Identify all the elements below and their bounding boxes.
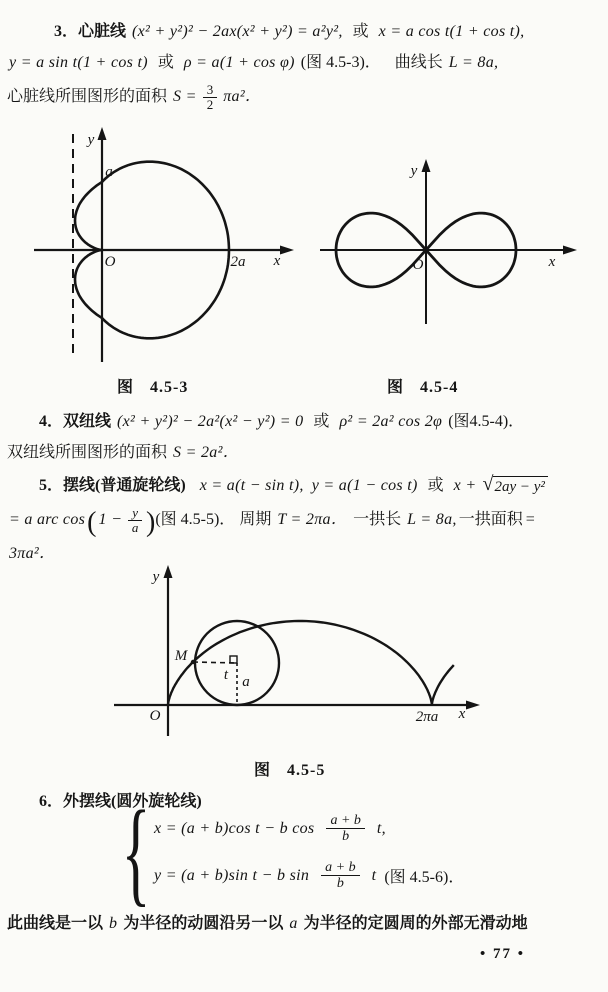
origin-label: O <box>104 254 116 270</box>
text-line <box>7 406 604 437</box>
section-title: 心脏线 <box>78 23 127 40</box>
fraction-a-plus-b-over-b: $\frac{a + b}{b}$ <box>326 813 364 845</box>
formula-arch-area: 3πa²． <box>9 545 56 562</box>
area-label: 心脏线所围图形的面积 <box>7 88 168 105</box>
x-axis-arrow-icon <box>280 246 294 255</box>
or-word: 或 <box>157 54 174 71</box>
var-b: b <box>109 915 118 932</box>
fraction-three-halves: $\frac{3}{2}$ <box>203 83 218 113</box>
section-number: 4． <box>39 413 64 430</box>
x-axis-label: x <box>273 253 281 269</box>
y-axis-label: y <box>152 569 160 585</box>
formula-inner: 1 − <box>98 511 123 528</box>
section-number: 5． <box>39 477 64 494</box>
text-line <box>7 16 604 47</box>
figure-caption: 图 4.5-4 <box>387 379 459 396</box>
text-line <box>7 501 604 538</box>
section-6-closing <box>7 908 604 939</box>
formula-period: T = 2πa． <box>277 511 348 528</box>
formula-arccos-pre: = a arc cos <box>9 511 86 528</box>
arch-length-label: 一拱长 <box>353 511 402 528</box>
arch-area-label: 一拱面积 <box>458 511 523 528</box>
point-m-dot <box>191 660 195 664</box>
formula-arch-length: L = 8a, <box>407 511 457 528</box>
text-line <box>7 470 604 501</box>
section-3-paragraph <box>7 16 604 115</box>
page-number: • 77 • <box>480 946 526 962</box>
right-angle-mark <box>230 656 237 663</box>
formula-lemniscate-polar: ρ² = 2a² cos 2φ <box>339 413 443 430</box>
radius-a-label: a <box>242 674 250 690</box>
formula-area: S = 2a²． <box>173 444 240 461</box>
figure-reference: (图 4.5-6)． <box>384 869 465 886</box>
equation-y: y = (a + b)sin t − b sin $\frac{a + b}{b}$ t (图 4.5-6)． <box>154 859 465 891</box>
figure-reference: (图 4.5-5)． <box>155 511 236 528</box>
section-number: 6． <box>39 793 64 810</box>
period-label: 周期 <box>239 511 272 528</box>
two-a-label: 2a <box>230 254 246 270</box>
formula-cycloid-param-x: x = a(t − sin t), <box>199 477 304 494</box>
text-line <box>7 47 604 78</box>
x-axis-label: x <box>548 254 556 270</box>
section-title: 双纽线 <box>63 413 112 430</box>
y-axis-label: y <box>87 132 95 148</box>
area-label: 双纽线所围图形的面积 <box>7 444 168 461</box>
system-lines <box>152 810 464 894</box>
angle-t-label: t <box>223 667 229 683</box>
section-5-paragraph <box>7 470 604 569</box>
figure-reference: (图 4.5-3)． <box>300 54 381 71</box>
section-number: 3． <box>54 23 79 40</box>
a-point-label: a <box>105 164 113 180</box>
formula-cardioid-param-y: y = a sin t(1 + cos t) <box>9 54 148 71</box>
length-label: 曲线长 <box>394 54 443 71</box>
origin-label: O <box>149 708 161 724</box>
formula-cardioid-polar: ρ = a(1 + cos φ) <box>183 54 295 71</box>
or-word: 或 <box>427 477 444 494</box>
or-word: 或 <box>352 23 369 40</box>
y-axis-arrow-icon <box>164 565 173 578</box>
y-axis-label: y <box>410 163 418 179</box>
formula-area-rhs: πa²． <box>223 88 262 105</box>
text-line <box>7 78 604 115</box>
formula-area-lhs: S = <box>173 88 197 105</box>
system-brace: { <box>121 785 151 917</box>
x-axis-arrow-icon <box>563 246 577 255</box>
origin-label: O <box>412 257 424 273</box>
formula-cardioid-param-x: x = a cos t(1 + cos t), <box>378 23 525 40</box>
fraction-a-plus-b-over-b: $\frac{a + b}{b}$ <box>321 860 359 892</box>
or-word: 或 <box>313 413 330 430</box>
open-paren: ( <box>87 507 97 538</box>
fraction-y-over-a: $\frac{y}{a}$ <box>128 506 142 536</box>
cycloid-curve <box>168 621 454 705</box>
section-4-paragraph <box>7 406 604 468</box>
formula-cardioid-implicit: (x² + y²)² − 2ax(x² + y²) = a²y², <box>132 23 343 40</box>
figure-caption: 图 4.5-3 <box>117 379 189 396</box>
close-paren: ) <box>145 507 156 538</box>
formula-curve-length: L = 8a, <box>448 54 499 71</box>
equals-sign: = <box>524 511 536 528</box>
formula-lemniscate-implicit: (x² + y²)² − 2a²(x² − y²) = 0 <box>117 413 304 430</box>
section-title: 摆线(普通旋轮线) <box>63 477 186 494</box>
formula-alt-pre: x + <box>453 477 477 494</box>
figure-lemniscate <box>318 148 602 370</box>
point-m-label: M <box>174 648 188 664</box>
square-root: √ 2ay − y² <box>482 476 547 497</box>
var-a: a <box>289 915 298 932</box>
text-line: 此曲线是一以 b 为半径的动圆沿另一以 a 为半径的定圆周的外部无滑动地 <box>7 915 528 932</box>
figure-cycloid <box>100 560 500 758</box>
y-axis-arrow-icon <box>98 127 107 140</box>
formula-cycloid-param-y: y = a(1 − cos t) <box>311 477 418 494</box>
y-axis-arrow-icon <box>422 159 431 172</box>
radical-icon: √ <box>482 473 494 495</box>
x-axis-arrow-icon <box>466 701 480 710</box>
two-pi-a-label: 2πa <box>415 709 439 725</box>
equation-x: x = (a + b)cos t − b cos $\frac{a + b}{b}$ t, <box>154 812 386 844</box>
figure-reference: (图4.5-4)． <box>448 413 525 430</box>
section-title: 外摆线(圆外旋轮线) <box>63 793 202 810</box>
figure-cardioid <box>28 126 300 368</box>
figure-caption: 图 4.5-5 <box>254 762 326 779</box>
x-axis-label: x <box>458 706 466 722</box>
text-line <box>7 437 604 468</box>
